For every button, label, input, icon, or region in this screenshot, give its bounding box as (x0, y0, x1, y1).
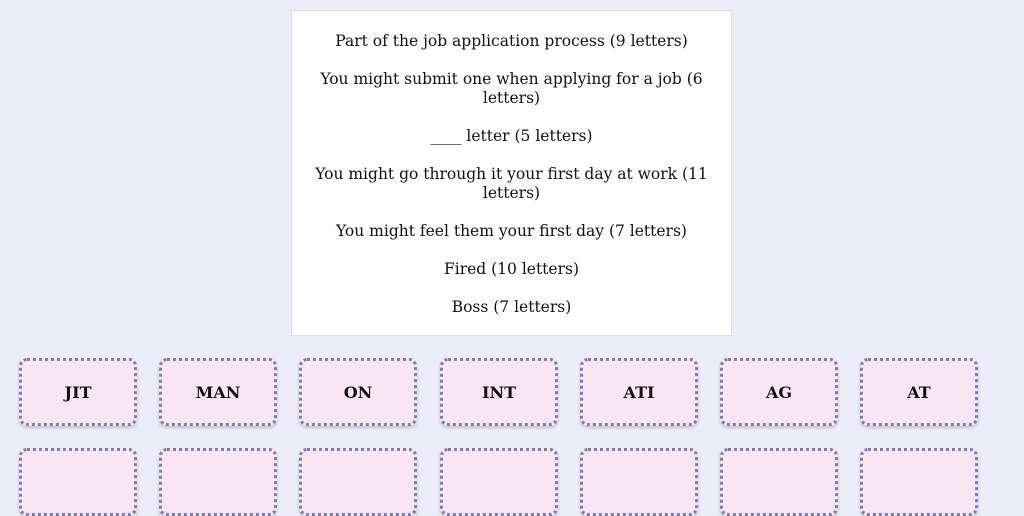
clue-6: Fired (10 letters) (443, 260, 579, 278)
letter-tile[interactable] (19, 448, 137, 516)
letter-tile[interactable] (299, 448, 417, 516)
letter-tile[interactable] (440, 448, 558, 516)
letter-tile[interactable] (720, 448, 838, 516)
clue-4: You might go through it your first day at work (11 letters) (315, 165, 708, 202)
clue-3: ____ letter (5 letters) (430, 127, 593, 145)
letter-tile[interactable]: INT (440, 358, 558, 426)
clue-7: Boss (7 letters) (451, 298, 572, 316)
letter-tile[interactable] (159, 448, 277, 516)
clue-5: You might feel them your first day (7 letters) (336, 222, 687, 240)
letter-tile[interactable]: ATI (580, 358, 698, 426)
clue-2: You might submit one when applying for a job (6 letters) (320, 70, 703, 107)
letter-tile[interactable] (580, 448, 698, 516)
letter-tile[interactable]: JIT (19, 358, 137, 426)
letter-tile[interactable]: ON (299, 358, 417, 426)
letter-tile[interactable]: AG (720, 358, 838, 426)
letter-tile[interactable] (860, 448, 978, 516)
letter-tile[interactable]: AT (860, 358, 978, 426)
letter-tile[interactable]: MAN (159, 358, 277, 426)
clue-1: Part of the job application process (9 letters) (335, 32, 688, 50)
clue-panel (291, 10, 732, 336)
